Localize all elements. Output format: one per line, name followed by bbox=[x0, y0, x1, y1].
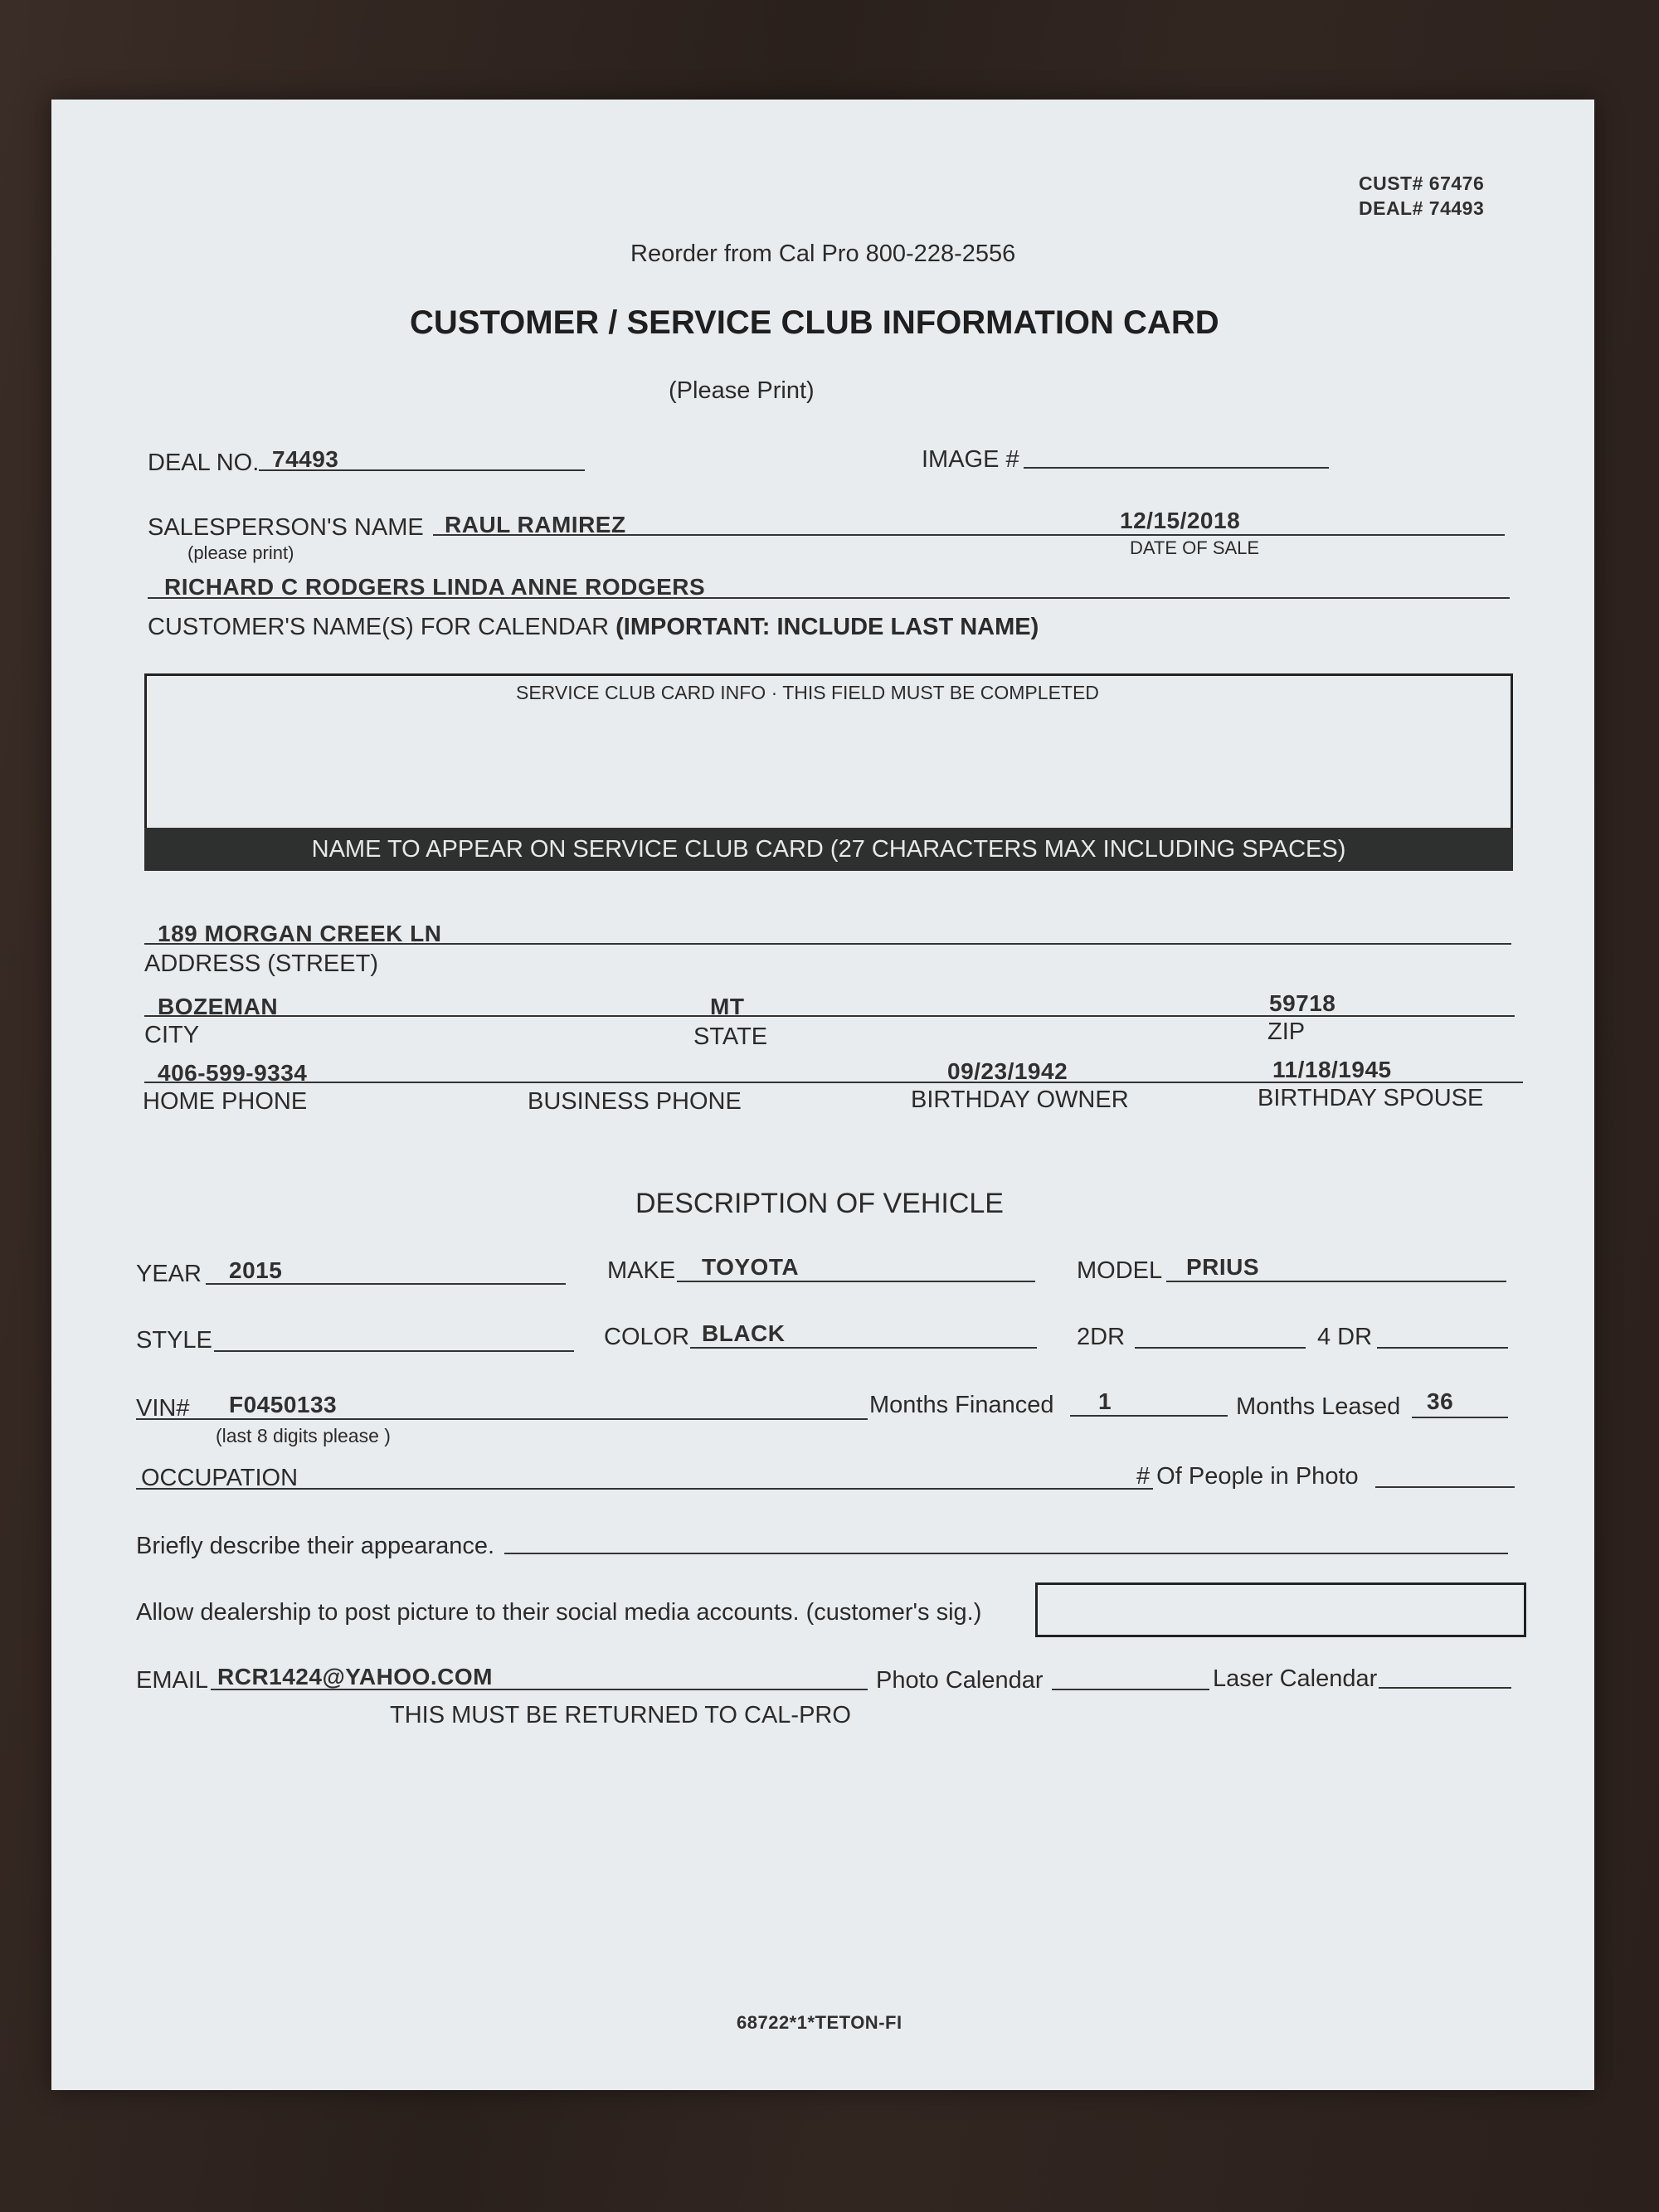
four-door-label: 4 DR bbox=[1317, 1324, 1373, 1350]
city-state-zip-line bbox=[144, 1015, 1515, 1017]
months-leased-value[interactable]: 36 bbox=[1427, 1388, 1454, 1414]
street-label: ADDRESS (STREET) bbox=[144, 950, 378, 977]
service-club-name-band: NAME TO APPEAR ON SERVICE CLUB CARD (27 CHARACTERS MAX INCLUDING SPACES) bbox=[144, 828, 1513, 871]
deal-number: DEAL# 74493 bbox=[1359, 197, 1485, 219]
year-value[interactable]: 2015 bbox=[229, 1257, 283, 1283]
year-label: YEAR bbox=[136, 1261, 202, 1287]
vin-line bbox=[136, 1418, 868, 1420]
email-label: EMAIL bbox=[136, 1667, 209, 1694]
cust-number: CUST# 67476 bbox=[1359, 173, 1485, 194]
make-label: MAKE bbox=[607, 1257, 676, 1284]
model-value[interactable]: PRIUS bbox=[1186, 1254, 1260, 1280]
salesperson-value[interactable]: RAUL RAMIREZ bbox=[445, 512, 626, 537]
date-of-sale-label: DATE OF SALE bbox=[1130, 537, 1260, 558]
phone-birthday-line bbox=[144, 1082, 1523, 1083]
date-of-sale-value[interactable]: 12/15/2018 bbox=[1120, 508, 1241, 533]
birthday-spouse-label: BIRTHDAY SPOUSE bbox=[1258, 1085, 1484, 1111]
months-leased-line bbox=[1412, 1417, 1508, 1418]
people-in-photo-label: # Of People in Photo bbox=[1136, 1463, 1359, 1490]
social-media-label: Allow dealership to post picture to their social media accounts. (customer's sig.) bbox=[136, 1599, 982, 1626]
photo-calendar-line[interactable] bbox=[1052, 1689, 1209, 1690]
image-number-line[interactable] bbox=[1024, 467, 1329, 469]
email-line bbox=[211, 1689, 868, 1690]
birthday-owner-value[interactable]: 09/23/1942 bbox=[947, 1058, 1068, 1084]
customer-names-label-text: CUSTOMER'S NAME(S) FOR CALENDAR bbox=[148, 614, 610, 640]
customer-names-value[interactable]: RICHARD C RODGERS LINDA ANNE RODGERS bbox=[164, 574, 706, 600]
color-label: COLOR bbox=[604, 1324, 690, 1350]
style-label: STYLE bbox=[136, 1327, 212, 1354]
customer-names-label-important: (IMPORTANT: INCLUDE LAST NAME) bbox=[615, 614, 1039, 640]
model-label: MODEL bbox=[1077, 1257, 1163, 1284]
months-leased-label: Months Leased bbox=[1236, 1393, 1401, 1420]
image-number-label: IMAGE # bbox=[922, 446, 1019, 473]
model-line bbox=[1166, 1281, 1506, 1282]
state-label: STATE bbox=[693, 1023, 768, 1050]
occupation-line[interactable] bbox=[136, 1488, 1153, 1490]
street-line bbox=[144, 943, 1511, 945]
salesperson-line bbox=[433, 534, 1505, 536]
city-label: CITY bbox=[144, 1022, 200, 1048]
vin-label: VIN# bbox=[136, 1395, 190, 1422]
zip-label: ZIP bbox=[1267, 1018, 1306, 1045]
customer-names-line bbox=[148, 597, 1510, 599]
return-note: THIS MUST BE RETURNED TO CAL-PRO bbox=[390, 1702, 851, 1728]
city-value[interactable]: BOZEMAN bbox=[158, 994, 279, 1019]
home-phone-value[interactable]: 406-599-9334 bbox=[158, 1060, 308, 1086]
laser-calendar-label: Laser Calendar bbox=[1213, 1665, 1378, 1692]
deal-no-line bbox=[259, 469, 585, 471]
salesperson-sublabel: (please print) bbox=[187, 542, 294, 563]
laser-calendar-line[interactable] bbox=[1379, 1687, 1511, 1689]
vin-value[interactable]: F0450133 bbox=[229, 1392, 338, 1417]
appearance-label: Briefly describe their appearance. bbox=[136, 1533, 495, 1559]
zip-value[interactable]: 59718 bbox=[1269, 990, 1336, 1016]
deal-no-value[interactable]: 74493 bbox=[272, 446, 339, 472]
color-line bbox=[690, 1347, 1037, 1349]
deal-no-label: DEAL NO. bbox=[148, 450, 260, 476]
people-in-photo-line[interactable] bbox=[1375, 1486, 1515, 1488]
months-financed-label: Months Financed bbox=[869, 1392, 1054, 1418]
reorder-text: Reorder from Cal Pro 800-228-2556 bbox=[630, 241, 1016, 267]
year-line bbox=[206, 1283, 566, 1285]
home-phone-label: HOME PHONE bbox=[143, 1088, 308, 1115]
months-financed-line bbox=[1070, 1415, 1228, 1417]
email-value[interactable]: RCR1424@YAHOO.COM bbox=[217, 1664, 493, 1689]
customer-names-label bbox=[148, 614, 1039, 641]
vehicle-heading: DESCRIPTION OF VEHICLE bbox=[635, 1188, 1004, 1219]
state-value[interactable]: MT bbox=[710, 994, 745, 1019]
footer-code: 68722*1*TETON-FI bbox=[737, 2012, 902, 2033]
business-phone-label: BUSINESS PHONE bbox=[528, 1088, 742, 1115]
form-paper bbox=[51, 100, 1594, 2090]
color-value[interactable]: BLACK bbox=[702, 1320, 786, 1346]
street-value[interactable]: 189 MORGAN CREEK LN bbox=[158, 921, 442, 946]
make-value[interactable]: TOYOTA bbox=[702, 1254, 800, 1280]
make-line bbox=[677, 1281, 1035, 1282]
service-club-header: SERVICE CLUB CARD INFO · THIS FIELD MUST BE COMPLETED bbox=[516, 682, 1099, 703]
vin-sublabel: (last 8 digits please ) bbox=[216, 1425, 391, 1446]
style-line[interactable] bbox=[214, 1350, 574, 1352]
photo-calendar-label: Photo Calendar bbox=[876, 1667, 1044, 1694]
two-door-label: 2DR bbox=[1077, 1324, 1126, 1350]
salesperson-label: SALESPERSON'S NAME bbox=[148, 514, 424, 541]
social-media-signature-box[interactable] bbox=[1035, 1582, 1526, 1637]
birthday-owner-label: BIRTHDAY OWNER bbox=[911, 1087, 1129, 1113]
form-title: CUSTOMER / SERVICE CLUB INFORMATION CARD bbox=[410, 304, 1219, 341]
please-print-note: (Please Print) bbox=[669, 377, 815, 404]
two-door-line[interactable] bbox=[1135, 1347, 1306, 1349]
occupation-label: OCCUPATION bbox=[141, 1465, 299, 1491]
appearance-line[interactable] bbox=[504, 1553, 1508, 1554]
four-door-line[interactable] bbox=[1377, 1347, 1508, 1349]
birthday-spouse-value[interactable]: 11/18/1945 bbox=[1272, 1057, 1392, 1082]
months-financed-value[interactable]: 1 bbox=[1098, 1388, 1112, 1414]
